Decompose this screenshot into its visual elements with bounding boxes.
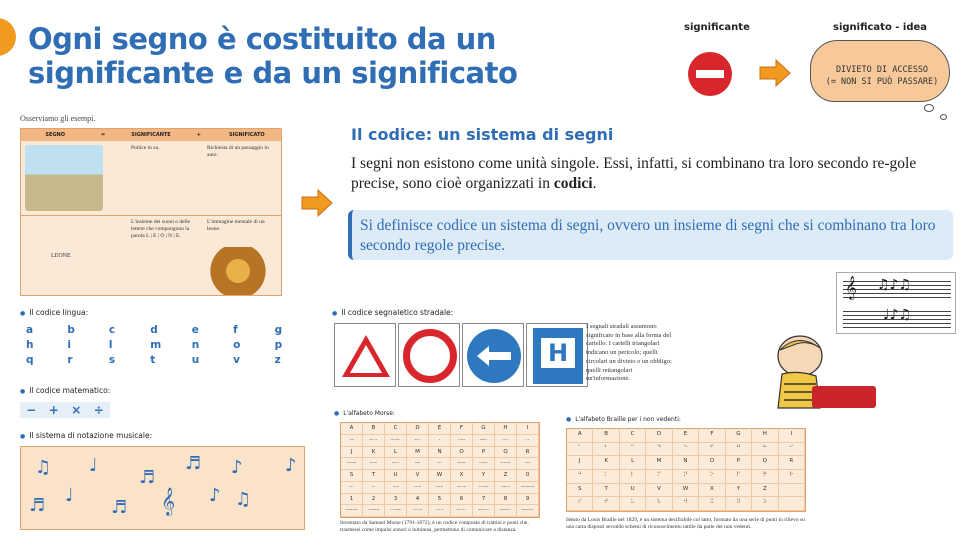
examples-intro: Osserviamo gli esempi. <box>20 114 96 123</box>
eighth-note-icon: ♪ <box>285 455 297 476</box>
row1-signified: Richiesta di un passaggio in auto. <box>207 145 269 158</box>
eighth-note-icon: ♪ <box>231 457 243 478</box>
signified-label: significato - idea <box>833 22 928 33</box>
examples-table <box>20 128 282 296</box>
thought-bubble <box>924 104 934 112</box>
treble-clef-icon: 𝄞 <box>161 487 176 515</box>
math-code-label: ● Il codice matematico: <box>20 386 110 395</box>
row1-signifier: Pollice in su. <box>131 145 160 151</box>
beamed-notes-icon: ♫ <box>235 489 252 510</box>
road-code-label: ● Il codice segnaletico stradale: <box>332 308 453 317</box>
morse-caption: Inventato da Samuel Morse (1791-1872), è un codice composto di trattini e punti che, trasmessi come impulsi sonori o luminosi, permettono di comunicare a distanza. <box>340 520 529 533</box>
eighth-note-icon: ♫ <box>35 457 52 478</box>
half-note-icon: ♩ <box>65 485 74 506</box>
row2-word: LEONE <box>51 253 71 259</box>
notes-icon: ♫♪♫ <box>877 277 912 293</box>
music-notation-box <box>20 446 305 530</box>
hospital-sign-icon: H <box>526 323 588 387</box>
definition-text: Si definisce codice un sistema di segni, ovvero un insieme di segni che si combinano tra loro secondo regole precise. <box>360 217 936 254</box>
arrow-right-icon <box>758 58 792 88</box>
no-entry-sign-icon <box>688 52 732 96</box>
notes-icon: ♩♪♫ <box>883 307 912 323</box>
language-code-label: ● Il codice lingua: <box>20 308 88 317</box>
alphabet-grid: a b c d e f g h i l m n o p q r s t u v z <box>26 324 283 366</box>
no-right-turn-sign-icon <box>398 323 460 387</box>
road-code-description: I segnali stradali assumono significato in base alla forma del cartello. I cartelli triangolari indicano un pericolo; quelli circolari un divieto o un obbligo; quelli rettangolari un'informazione. <box>586 323 672 383</box>
thought-bubble <box>940 114 947 120</box>
morse-table: A B C D E F G H I ·– –··· –·–· –·· · ··–· ––· ···· ·· J K L M N O P Q R ·––– –·– ·–·· –– –· ––– ·––· ––·– ·–· S T U V W X Y Z 0 ··· – ··– ···– ·–– –··– –·–– ––·· ––––– 1 2 3 4 5 6 7 8 9 ·–––– ··––– ···–– ····– ····· –···· ––··· –––·· ––––· <box>340 422 540 518</box>
section-title: Il codice: un sistema di segni <box>351 125 614 144</box>
examples-table-header: SEGNO = SIGNIFICANTE + SIGNIFICATO <box>21 129 281 141</box>
arrow-left-icon <box>475 344 513 368</box>
treble-clef-icon: 𝄞 <box>845 275 857 299</box>
sixteenth-note-icon: ♬ <box>29 495 46 516</box>
lion-illustration <box>207 247 269 295</box>
music-code-label: ● Il sistema di notazione musicale: <box>20 431 152 440</box>
row2-signifier: L'insieme dei suoni o delle lettere che compongono la parola L | E | O | N | E. <box>131 219 191 239</box>
signifier-label: significante <box>684 22 750 33</box>
morse-label: ● L'alfabeto Morse: <box>334 410 395 417</box>
braille-table: A B C D E F G H I ⠁ ⠃ ⠉ ⠙ ⠑ ⠋ ⠛ ⠓ ⠊ J K L M N O P Q R ⠚ ⠅ ⠇ ⠍ ⠝ ⠕ ⠏ ⠟ ⠗ S T U V W X Y Z ⠎ ⠞ ⠥ ⠧ ⠺ ⠭ ⠽ ⠵ <box>566 428 806 512</box>
corner-decoration <box>0 18 16 56</box>
hitchhiker-illustration <box>25 145 103 211</box>
note-icon: ♬ <box>185 453 202 474</box>
thought-cloud-text: DIVIETO DI ACCESSO (= NON SI PUÒ PASSARE) <box>825 65 939 87</box>
math-symbols: − + × ÷ <box>20 402 110 418</box>
page-title: Ogni segno è costituito da un significante e da un significato <box>28 22 518 90</box>
braille-caption: Ideato da Louis Braille nel 1829, è un sistema decifrabile col tatto, formato da una serie di punti in rilievo su una carta disposti secondo schemi di riconoscimento tattile da parte dei non vedenti. <box>566 517 805 530</box>
sixteenth-note-icon: ♬ <box>139 467 156 488</box>
braille-label: ● L'alfabeto Braille per i non vedenti: <box>566 416 681 423</box>
toy-piano-illustration <box>812 386 876 408</box>
eighth-note-icon: ♪ <box>209 485 221 506</box>
sheet-music-illustration <box>836 272 956 334</box>
row2-signified: L'immagine mentale di un leone. <box>207 219 265 232</box>
sixteenth-note-icon: ♬ <box>111 497 128 518</box>
arrow-right-icon <box>300 188 334 218</box>
quarter-note-icon: ♩ <box>89 455 98 476</box>
turn-left-sign-icon <box>462 323 524 387</box>
level-crossing-sign-icon <box>334 323 396 387</box>
section-paragraph: I segni non esistono come unità singole. Essi, infatti, si combinano tra loro secondo re-gole precise, sono cioè organizzati in codici. <box>351 155 917 192</box>
